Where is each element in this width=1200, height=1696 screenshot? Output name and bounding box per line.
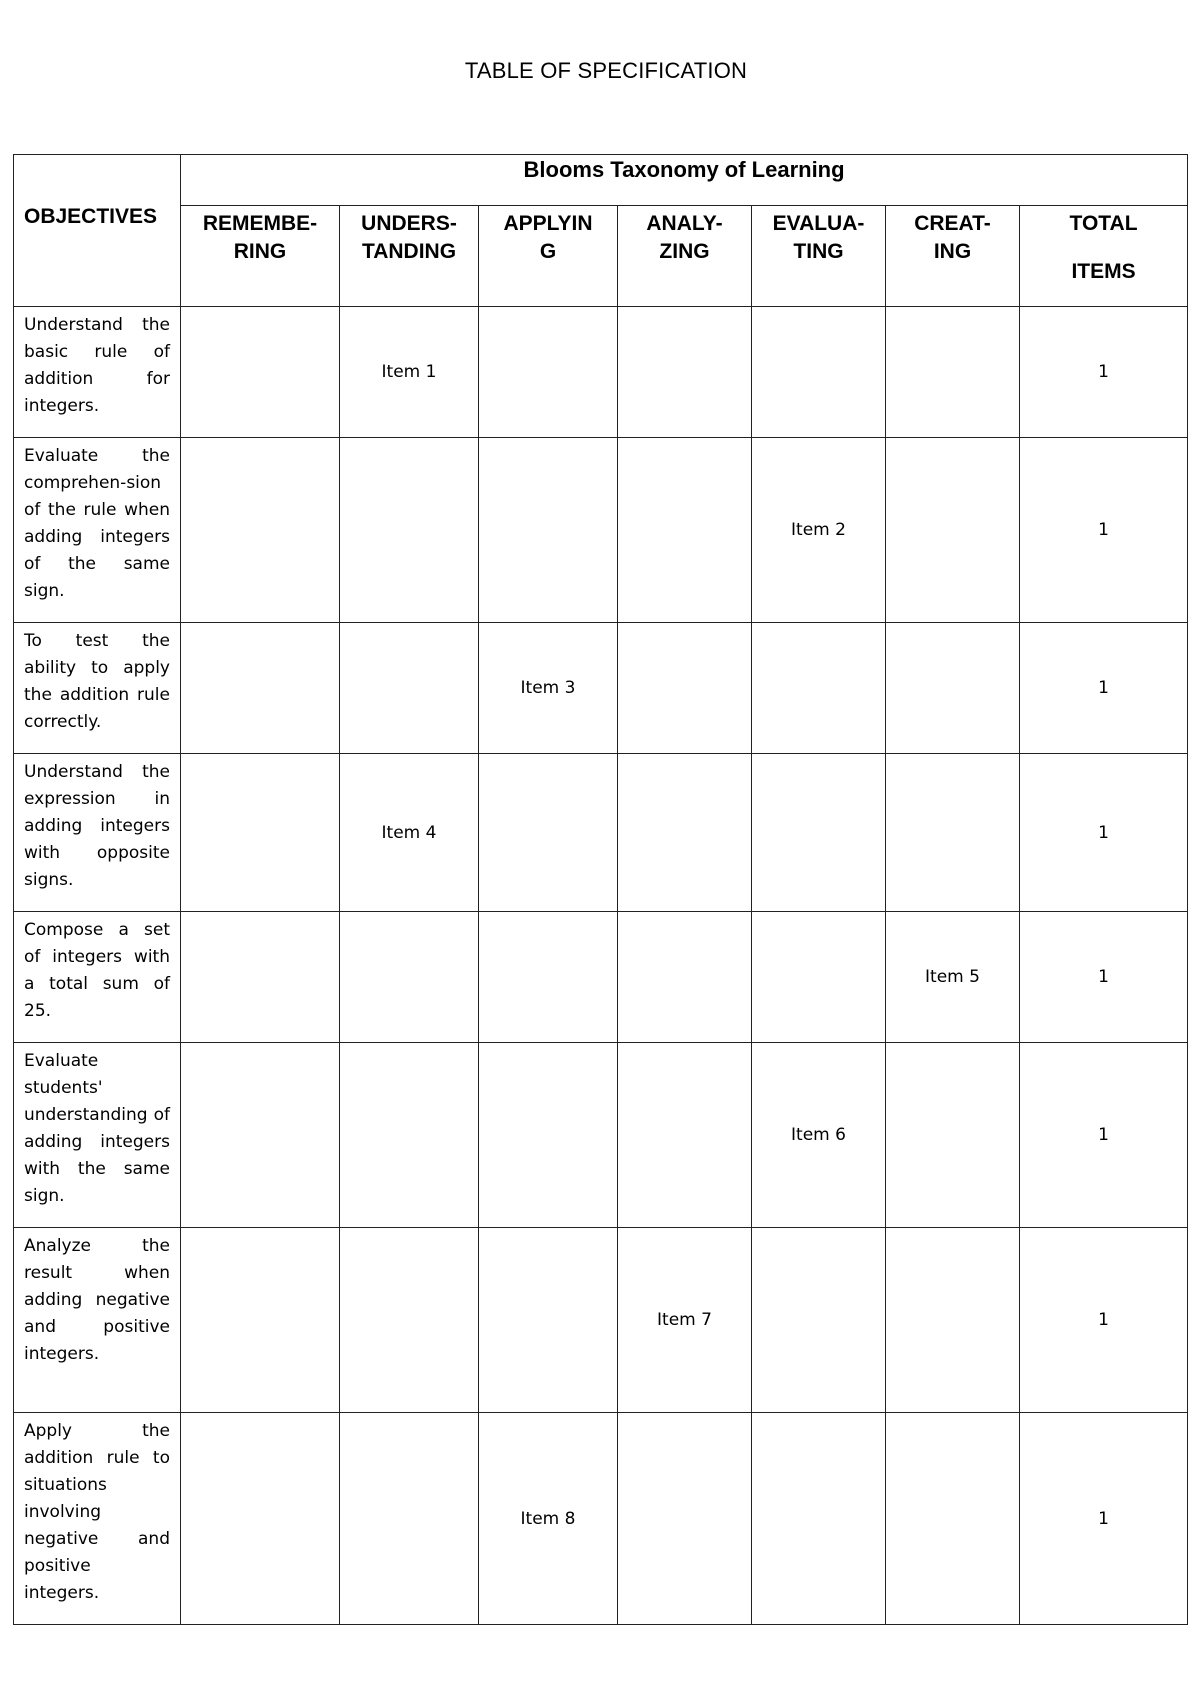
evaluating-cell: Item 6 [752, 1043, 886, 1228]
analyzing-cell [618, 754, 752, 912]
objective-cell: Analyze the result when adding negative and positive integers. [14, 1228, 181, 1413]
table-row [14, 1413, 1188, 1625]
level-evaluating-header: EVALUA- TING [752, 206, 886, 307]
total-cell: 1 [1020, 1043, 1188, 1228]
remembering-cell [181, 1228, 340, 1413]
evaluating-cell [752, 1228, 886, 1413]
evaluating-cell [752, 912, 886, 1043]
creating-cell [886, 438, 1020, 623]
level-remembering-header: REMEMBE- RING [181, 206, 340, 307]
creating-cell [886, 623, 1020, 754]
applying-cell: Item 3 [479, 623, 618, 754]
total-items-label-line2: ITEMS [1071, 260, 1136, 283]
remembering-cell [181, 1413, 340, 1625]
objectives-header: OBJECTIVES [14, 155, 181, 307]
total-cell: 1 [1020, 307, 1188, 438]
total-cell: 1 [1020, 623, 1188, 754]
applying-cell [479, 912, 618, 1043]
level-analyzing-header: ANALY- ZING [618, 206, 752, 307]
total-cell: 1 [1020, 754, 1188, 912]
remembering-cell [181, 438, 340, 623]
understanding-cell [340, 1043, 479, 1228]
remembering-cell [181, 1043, 340, 1228]
analyzing-cell [618, 623, 752, 754]
creating-cell [886, 1413, 1020, 1625]
remembering-cell [181, 754, 340, 912]
evaluating-cell [752, 1413, 886, 1625]
table-row [14, 754, 1188, 912]
understanding-cell [340, 912, 479, 1043]
table-row [14, 307, 1188, 438]
understanding-cell [340, 623, 479, 754]
applying-cell: Item 8 [479, 1413, 618, 1625]
applying-cell [479, 1043, 618, 1228]
applying-cell [479, 438, 618, 623]
analyzing-cell [618, 307, 752, 438]
analyzing-cell [618, 1413, 752, 1625]
applying-cell [479, 307, 618, 438]
header-row-levels [14, 206, 1188, 307]
total-cell: 1 [1020, 1413, 1188, 1625]
level-creating-header: CREAT- ING [886, 206, 1020, 307]
header-row-group [14, 155, 1188, 206]
analyzing-cell [618, 1043, 752, 1228]
creating-cell [886, 754, 1020, 912]
creating-cell [886, 1043, 1020, 1228]
remembering-cell [181, 623, 340, 754]
total-items-label-line1: TOTAL [1069, 212, 1138, 235]
understanding-cell: Item 1 [340, 307, 479, 438]
objective-cell: Apply the addition rule to situations involving negative and positive integers. [14, 1413, 181, 1625]
evaluating-cell: Item 2 [752, 438, 886, 623]
understanding-cell: Item 4 [340, 754, 479, 912]
applying-cell [479, 754, 618, 912]
total-items-header [1020, 206, 1188, 307]
total-cell: 1 [1020, 1228, 1188, 1413]
table-row [14, 623, 1188, 754]
creating-cell: Item 5 [886, 912, 1020, 1043]
blooms-taxonomy-header: Blooms Taxonomy of Learning [181, 155, 1188, 206]
objective-cell: Evaluate students' understanding of adding integers with the same sign. [14, 1043, 181, 1228]
table-row [14, 1228, 1188, 1413]
analyzing-cell: Item 7 [618, 1228, 752, 1413]
objective-cell: Evaluate the comprehen-sion of the rule when adding integers of the same sign. [14, 438, 181, 623]
page-title: TABLE OF SPECIFICATION [464, 58, 748, 83]
specification-table [13, 154, 1188, 1625]
level-understanding-header: UNDERS- TANDING [340, 206, 479, 307]
total-cell: 1 [1020, 912, 1188, 1043]
evaluating-cell [752, 754, 886, 912]
applying-cell [479, 1228, 618, 1413]
objective-cell: Understand the basic rule of addition for integers. [14, 307, 181, 438]
remembering-cell [181, 912, 340, 1043]
objective-cell: Understand the expression in adding integers with opposite signs. [14, 754, 181, 912]
understanding-cell [340, 438, 479, 623]
total-cell: 1 [1020, 438, 1188, 623]
table-row [14, 1043, 1188, 1228]
understanding-cell [340, 1413, 479, 1625]
objective-cell: Compose a set of integers with a total sum of 25. [14, 912, 181, 1043]
objective-cell: To test the ability to apply the addition rule correctly. [14, 623, 181, 754]
evaluating-cell [752, 623, 886, 754]
evaluating-cell [752, 307, 886, 438]
table-row [14, 912, 1188, 1043]
analyzing-cell [618, 438, 752, 623]
level-applying-header: APPLYIN G [479, 206, 618, 307]
creating-cell [886, 1228, 1020, 1413]
analyzing-cell [618, 912, 752, 1043]
understanding-cell [340, 1228, 479, 1413]
remembering-cell [181, 307, 340, 438]
creating-cell [886, 307, 1020, 438]
table-row [14, 438, 1188, 623]
